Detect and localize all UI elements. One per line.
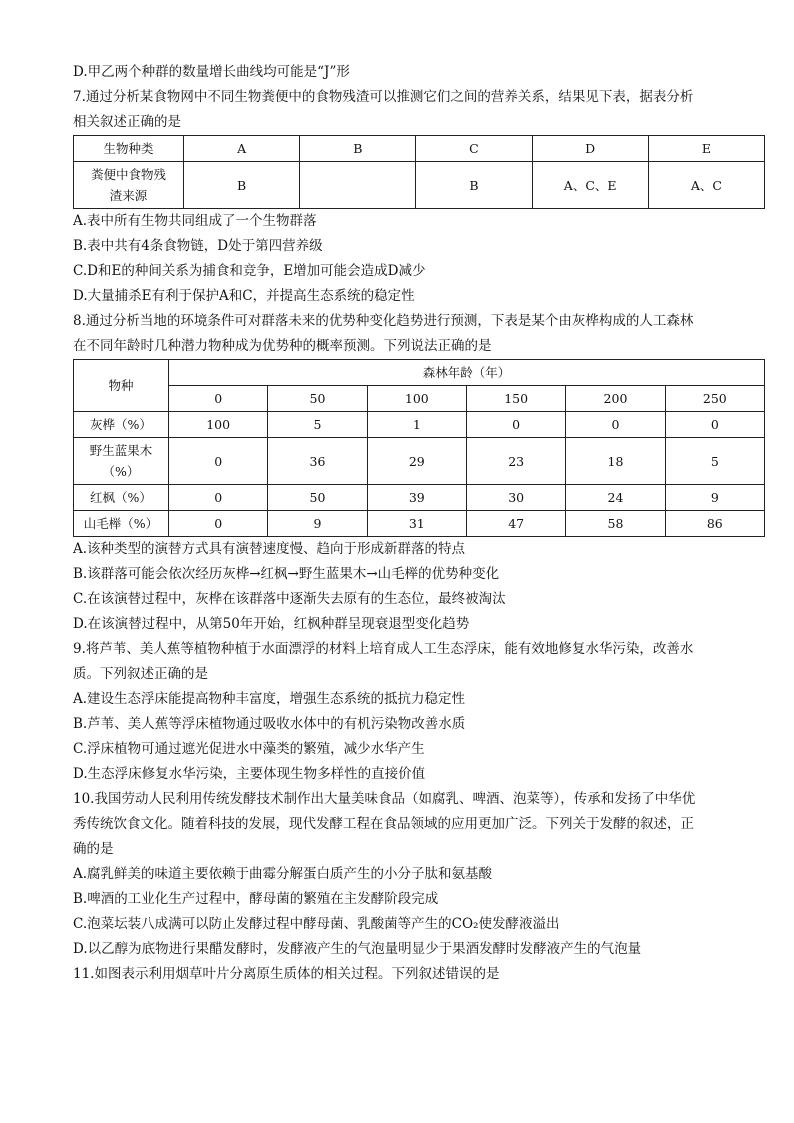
table-cell: 5 bbox=[665, 438, 764, 485]
q10-stem-line1: 10.我国劳动人民利用传统发酵技术制作出大量美味食品（如腐乳、啤酒、泡菜等），传承和发扬了中华优 bbox=[73, 791, 696, 807]
table-cell: 100 bbox=[367, 386, 466, 412]
table-cell: 18 bbox=[566, 438, 665, 485]
table-cell bbox=[74, 162, 184, 209]
q8-option-a: A.该种类型的演替方式具有演替速度慢、趋向于形成新群落的特点 bbox=[73, 541, 466, 557]
table-cell: 39 bbox=[367, 485, 466, 511]
q6-option-d: D.甲乙两个种群的数量增长曲线均可能是“J”形 bbox=[73, 64, 350, 80]
q8-option-b: B.该群落可能会依次经历灰桦→红枫→野生蓝果木→山毛榉的优势种变化 bbox=[73, 566, 500, 582]
table-cell: D bbox=[532, 136, 648, 162]
table-cell: C bbox=[416, 136, 532, 162]
table-cell: 1 bbox=[367, 412, 466, 438]
table-cell: 0 bbox=[169, 438, 268, 485]
q10-stem-line2: 秀传统饮食文化。随着科技的发展，现代发酵工程在食品领域的应用更加广泛。下列关于发酵的叙述，正 bbox=[73, 816, 694, 832]
table-cell: 0 bbox=[169, 485, 268, 511]
table-cell: 9 bbox=[665, 485, 764, 511]
table-cell: 100 bbox=[169, 412, 268, 438]
table-cell: 250 bbox=[665, 386, 764, 412]
q7-option-d: D.大量捕杀E有利于保护A和C，并提高生态系统的稳定性 bbox=[73, 288, 415, 304]
table-cell: 灰桦（%） bbox=[74, 412, 169, 438]
table-cell: 生物种类 bbox=[74, 136, 184, 162]
table-cell: 5 bbox=[268, 412, 367, 438]
table-cell: 0 bbox=[169, 386, 268, 412]
table-cell: 23 bbox=[466, 438, 565, 485]
q8-option-d: D.在该演替过程中，从第50年开始，红枫种群呈现衰退型变化趋势 bbox=[73, 616, 470, 632]
table-cell: 50 bbox=[268, 386, 367, 412]
table-row bbox=[74, 360, 765, 386]
table-cell: 山毛榉（%） bbox=[74, 511, 169, 537]
table-cell bbox=[300, 162, 416, 209]
q7-option-b: B.表中共有4条食物链，D处于第四营养级 bbox=[73, 238, 323, 254]
table-row bbox=[74, 412, 765, 438]
q7-option-c: C.D和E的种间关系为捕食和竞争，E增加可能会造成D减少 bbox=[73, 263, 426, 279]
q10-option-d: D.以乙醇为底物进行果醋发酵时，发酵液产生的气泡量明显少于果酒发酵时发酵液产生的气泡量 bbox=[73, 941, 642, 957]
table-cell: A、C、E bbox=[532, 162, 648, 209]
q8-option-c: C.在该演替过程中，灰桦在该群落中逐渐失去原有的生态位，最终被淘汰 bbox=[73, 591, 506, 607]
q9-option-d: D.生态浮床修复水华污染，主要体现生物多样性的直接价值 bbox=[73, 766, 426, 782]
q10-stem-line3: 确的是 bbox=[73, 841, 114, 857]
table-cell: B bbox=[300, 136, 416, 162]
table-cell: 0 bbox=[566, 412, 665, 438]
q10-option-c: C.泡菜坛装八成满可以防止发酵过程中酵母菌、乳酸菌等产生的CO₂使发酵液溢出 bbox=[73, 916, 560, 932]
row-label-line1: 粪便中食物残 bbox=[90, 167, 166, 182]
table-cell: 200 bbox=[566, 386, 665, 412]
table-cell bbox=[74, 438, 169, 485]
table-cell: 150 bbox=[466, 386, 565, 412]
table-cell: 0 bbox=[466, 412, 565, 438]
table-cell: 50 bbox=[268, 485, 367, 511]
q10-option-a: A.腐乳鲜美的味道主要依赖于曲霉分解蛋白质产生的小分子肽和氨基酸 bbox=[73, 866, 493, 882]
table-row bbox=[74, 386, 765, 412]
table-cell: 36 bbox=[268, 438, 367, 485]
table-cell: 47 bbox=[466, 511, 565, 537]
q7-option-a: A.表中所有生物共同组成了一个生物群落 bbox=[73, 213, 317, 229]
q10-option-b: B.啤酒的工业化生产过程中，酵母菌的繁殖在主发酵阶段完成 bbox=[73, 891, 439, 907]
table-cell: 30 bbox=[466, 485, 565, 511]
q7-table bbox=[73, 135, 765, 209]
q9-option-a: A.建设生态浮床能提高物种丰富度，增强生态系统的抵抗力稳定性 bbox=[73, 691, 466, 707]
table-cell: E bbox=[648, 136, 764, 162]
table-cell: A bbox=[184, 136, 300, 162]
document-page bbox=[73, 60, 765, 987]
q8-stem-line1: 8.通过分析当地的环境条件可对群落未来的优势种变化趋势进行预测，下表是某个由灰桦构成的人工森林 bbox=[73, 313, 694, 329]
q8-table bbox=[73, 359, 765, 537]
table-cell: B bbox=[416, 162, 532, 209]
table-row bbox=[74, 162, 765, 209]
table-cell: 9 bbox=[268, 511, 367, 537]
table-cell: 红枫（%） bbox=[74, 485, 169, 511]
row-label-line2: 渣来源 bbox=[109, 188, 148, 203]
q9-option-c: C.浮床植物可通过遮光促进水中藻类的繁殖，减少水华产生 bbox=[73, 741, 425, 757]
q7-stem-line2: 相关叙述正确的是 bbox=[73, 114, 181, 130]
table-row bbox=[74, 511, 765, 537]
table-cell: 29 bbox=[367, 438, 466, 485]
q7-stem-line1: 7.通过分析某食物网中不同生物粪便中的食物残渣可以推测它们之间的营养关系，结果见下表，据表分析 bbox=[73, 89, 694, 105]
table-row bbox=[74, 136, 765, 162]
table-row bbox=[74, 485, 765, 511]
row-label-line2: （%） bbox=[102, 464, 140, 479]
q9-stem-line1: 9.将芦苇、美人蕉等植物种植于水面漂浮的材料上培育成人工生态浮床，能有效地修复水华污染，改善水 bbox=[73, 641, 694, 657]
table-cell: 31 bbox=[367, 511, 466, 537]
q11-stem-line1: 11.如图表示利用烟草叶片分离原生质体的相关过程。下列叙述错误的是 bbox=[73, 966, 500, 982]
table-cell: 0 bbox=[665, 412, 764, 438]
table-cell: 86 bbox=[665, 511, 764, 537]
row-label-line1: 野生蓝果木 bbox=[89, 443, 153, 458]
table-cell: 0 bbox=[169, 511, 268, 537]
table-row bbox=[74, 438, 765, 485]
table-cell: B bbox=[184, 162, 300, 209]
q9-option-b: B.芦苇、美人蕉等浮床植物通过吸收水体中的有机污染物改善水质 bbox=[73, 716, 466, 732]
table-cell: 森林年龄（年） bbox=[169, 360, 765, 386]
q9-stem-line2: 质。下列叙述正确的是 bbox=[73, 666, 208, 682]
q8-stem-line2: 在不同年龄时几种潜力物种成为优势种的概率预测。下列说法正确的是 bbox=[73, 338, 492, 354]
table-cell: 24 bbox=[566, 485, 665, 511]
table-cell: 58 bbox=[566, 511, 665, 537]
table-cell: 物种 bbox=[74, 360, 169, 412]
table-cell: A、C bbox=[648, 162, 764, 209]
